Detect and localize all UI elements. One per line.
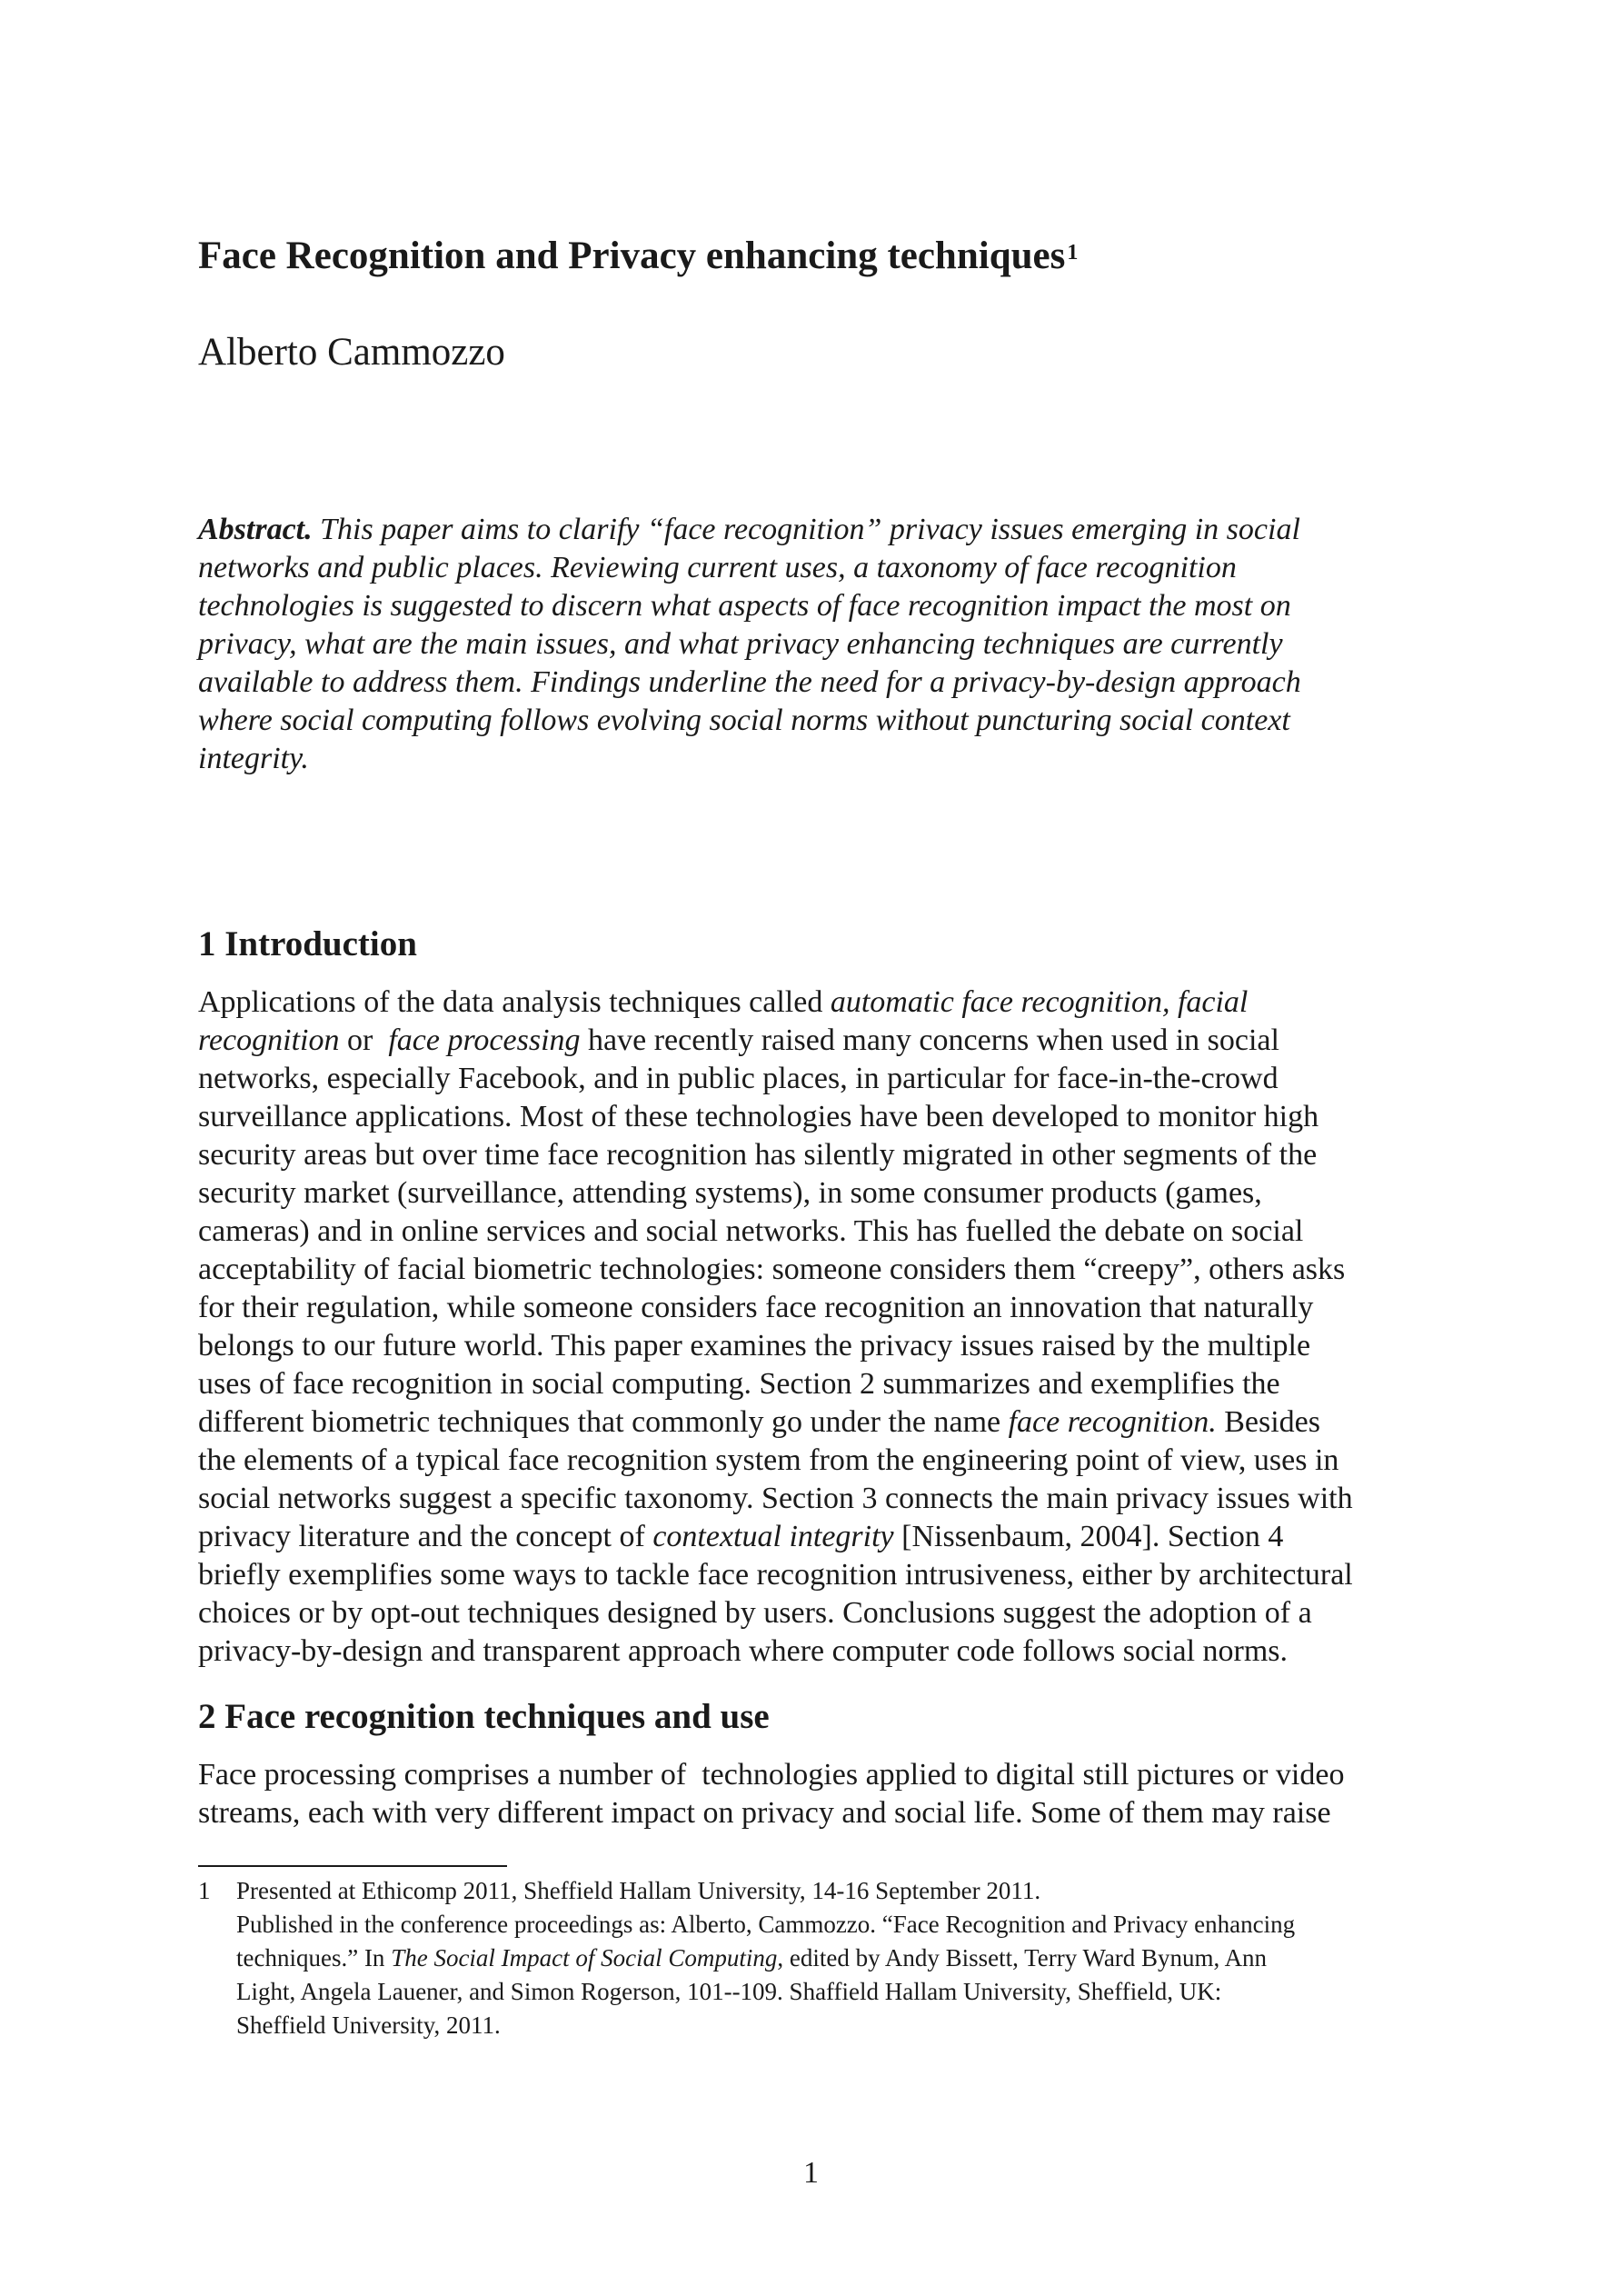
text-line: streams, each with very different impact on privacy and social life. Some of them may raise xyxy=(198,1796,1331,1830)
paper-title-text: Face Recognition and Privacy enhancing techniques xyxy=(198,235,1066,277)
text-line: security market (surveillance, attending systems), in some consumer products (games, xyxy=(198,1176,1262,1210)
text-line: the elements of a typical face recognition system from the engineering point of view, uses in xyxy=(198,1443,1339,1477)
text-line: belongs to our future world. This paper examines the privacy issues raised by the multiple xyxy=(198,1329,1311,1363)
text-line: for their regulation, while someone considers face recognition an innovation that naturally xyxy=(198,1291,1314,1324)
text-line: Face processing comprises a number of technologies applied to digital still pictures or video xyxy=(198,1758,1345,1792)
text-line: acceptability of facial biometric technologies: someone considers them “creepy”, others asks xyxy=(198,1253,1346,1286)
footnote-number: 1 xyxy=(198,1877,211,1904)
text-line: security areas but over time face recognition has silently migrated in other segments of the xyxy=(198,1138,1318,1172)
text-line: briefly exemplifies some ways to tackle face recognition intrusiveness, either by architectural xyxy=(198,1558,1353,1592)
abstract-label: Abstract. xyxy=(198,513,313,546)
author-name: Alberto Cammozzo xyxy=(198,331,505,374)
section-heading-introduction: 1 Introduction xyxy=(198,924,417,963)
title-footnote-marker[interactable]: 1 xyxy=(1067,241,1079,265)
text-line: Applications of the data analysis techniques called automatic face recognition, facial xyxy=(198,985,1249,1019)
page-number: 1 xyxy=(803,2156,819,2190)
text-line: uses of face recognition in social computing. Section 2 summarizes and exemplifies the xyxy=(198,1367,1280,1401)
text-line: privacy literature and the concept of contextual integrity [Nissenbaum, 2004]. Section 4 xyxy=(198,1520,1284,1553)
text-line: privacy-by-design and transparent approach where computer code follows social norms. xyxy=(198,1634,1289,1668)
footnote-divider xyxy=(198,1865,507,1867)
text-line: surveillance applications. Most of these technologies have been developed to monitor high xyxy=(198,1100,1319,1133)
text-line: cameras) and in online services and social networks. This has fuelled the debate on social xyxy=(198,1214,1304,1248)
book-title: The Social Impact of Social Computing xyxy=(391,1944,778,1972)
section-heading-techniques: 2 Face recognition techniques and use xyxy=(198,1697,770,1736)
text-line: networks, especially Facebook, and in public places, in particular for face-in-the-crowd xyxy=(198,1062,1279,1095)
paper-title xyxy=(198,229,1434,284)
footnote-text: Presented at Ethicomp 2011, Sheffield Hallam University, 14-16 September 2011. Published in the conference proceedings as: Alberto, Cammozzo. “Face Recognition and Privacy enhancing techniques.” In The Social Impact of Social Computing, edited by Andy Bissett, Terry Ward Bynum, Ann Light, Angela Lauener, and Simon Rogerson, 101--109. Shaffield Hallam University, Sheffield, UK: Sheffield University, 2011. xyxy=(236,1877,1296,2039)
introduction-paragraph xyxy=(198,983,1434,1671)
text-line: choices or by opt-out techniques designed by users. Conclusions suggest the adoption of a xyxy=(198,1596,1312,1630)
text-line: different biometric techniques that commonly go under the name face recognition. Besides xyxy=(198,1405,1321,1439)
text-line: recognition or face processing have recently raised many concerns when used in social xyxy=(198,1023,1279,1057)
techniques-paragraph xyxy=(198,1756,1434,1832)
text-line: social networks suggest a specific taxonomy. Section 3 connects the main privacy issues with xyxy=(198,1482,1353,1515)
abstract: Abstract. This paper aims to clarify “face recognition” privacy issues emerging in social networks and public places. Reviewing current uses, a taxonomy of face recognition technologies is suggested to discern what aspects of face recognition impact the most on privacy, what are the main issues, and what privacy enhancing techniques are currently available to address them. Findings underline the need for a privacy-by-design approach where social computing follows evolving social norms without puncturing social context integrity. xyxy=(198,513,1301,775)
